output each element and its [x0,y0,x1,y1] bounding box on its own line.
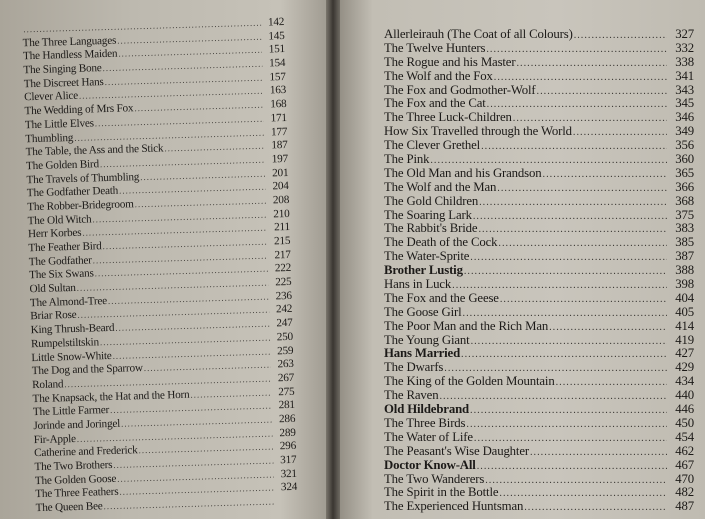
entry-title: How Six Travelled through the World [384,125,572,139]
entry-title: Clever Alice [24,90,79,104]
entry-page-number: 177 [270,125,288,138]
dot-leader [439,390,667,403]
entry-page-number: 427 [675,347,694,361]
contents-entry [384,403,694,417]
entry-title: The Dwarfs [384,361,444,375]
dot-leader [452,279,667,292]
entry-page-number: 414 [675,319,694,333]
entry-page-number: 324 [280,481,298,494]
entry-title: The Wolf and the Fox [384,69,493,83]
dot-leader [487,98,667,111]
entry-page-number: 404 [675,291,694,305]
entry-page-number: 434 [675,375,694,389]
contents-entry [384,42,694,56]
dot-leader [530,446,667,459]
entry-title: Catherine and Frederick [33,444,138,460]
entry-title: The Three Feathers [35,486,119,501]
dot-leader [497,182,667,195]
entry-page-number: 187 [271,139,288,152]
contents-entry [384,181,694,195]
entry-title: The King of the Golden Mountain [384,375,555,389]
entry-page-number: 482 [675,486,694,500]
entry-title: Fir-Apple [33,432,76,446]
entry-title: The Young Giant [384,333,470,347]
dot-leader [461,348,667,361]
entry-page-number: 225 [275,275,292,289]
entry-title: The Three Luck-Children [384,111,512,125]
entry-page-number: 450 [675,416,694,430]
entry-page-number: 154 [268,57,286,70]
entry-page-number: 454 [675,430,694,444]
entry-page-number: 387 [675,250,694,264]
entry-title: The Wolf and the Man [384,180,497,194]
entry-title: The Almond-Tree [29,294,108,309]
contents-entry [384,236,694,250]
entry-title: The Rogue and his Master [384,55,516,69]
entry-page-number: 388 [675,264,694,278]
entry-title: Doctor Know-All [384,458,476,472]
contents-entry [384,97,694,111]
contents-entry [384,84,694,98]
entry-page-number: 296 [279,440,297,453]
contents-entry [384,264,694,278]
contents-entry [384,153,694,167]
entry-title: The Water of Life [384,430,473,444]
entry-title: Herr Korbes [27,227,82,241]
entry-page-number: 157 [269,70,286,84]
dot-leader [494,71,667,84]
entry-title: The Experienced Huntsman [384,500,524,514]
entry-title: The Little Elves [24,117,94,132]
contents-entry [384,28,694,42]
dot-leader [516,57,667,70]
entry-page-number: 197 [271,152,289,166]
dot-leader [556,376,667,389]
contents-entry [384,70,694,84]
contents-entry [384,417,694,431]
entry-title: The Two Wanderers [384,472,485,486]
entry-page-number: 201 [272,166,289,179]
entry-title: Hans Married [384,347,461,361]
entry-title: Little Snow-White [31,349,112,364]
entry-title: The Queen Bee [35,500,103,515]
entry-page-number: 215 [273,234,291,248]
contents-entry [384,473,694,487]
left-contents-list [22,16,298,516]
dot-leader [444,362,667,375]
dot-leader [500,293,667,306]
entry-page-number: 204 [272,180,289,193]
contents-entry [384,347,694,361]
entry-title: The Table, the Ass and the Stick [25,142,164,159]
entry-title: The Fox and Godmother-Wolf [384,83,536,97]
entry-page-number: 267 [277,371,295,385]
dot-leader [463,307,667,320]
entry-page-number: 343 [675,83,694,97]
entry-title: Old Sultan [29,281,76,296]
dot-leader [486,43,667,56]
entry-title: Hans in Luck [384,278,452,292]
entry-title: The Old Witch [27,213,92,227]
entry-page-number: 375 [675,208,694,222]
entry-page-number: 168 [270,98,287,111]
contents-entry [384,500,694,514]
entry-title: Jorinde and Joringel [33,417,121,433]
dot-leader [474,432,667,445]
dot-leader [481,140,667,153]
entry-page-number: 317 [280,453,297,467]
entry-page-number [276,504,298,505]
entry-page-number: 383 [675,222,694,236]
contents-entry [384,431,694,445]
entry-title: The Water-Sprite [384,250,470,264]
entry-title: King Thrush-Beard [30,321,115,337]
dot-leader [543,168,667,181]
entry-page-number: 446 [675,403,694,417]
entry-title: Old Hildebrand [384,403,470,417]
entry-page-number: 142 [267,16,285,29]
dot-leader [485,474,667,487]
entry-title: The Spirit in the Bottle [384,486,499,500]
entry-title: The Feather Bird [28,240,102,255]
entry-title: The Discreet Hans [23,75,104,91]
entry-page-number: 332 [675,41,694,55]
contents-entry [384,56,694,70]
entry-title: Brother Lustig [384,264,463,278]
entry-title: The Golden Goose [34,472,117,487]
contents-entry [384,334,694,348]
entry-page-number: 346 [675,111,694,125]
entry-title: The Gold Children [384,194,479,208]
entry-page-number: 171 [270,111,288,125]
dot-leader [524,501,667,514]
entry-page-number: 222 [274,262,292,275]
entry-title: The Golden Bird [25,158,100,173]
entry-title: The Rabbit's Bride [384,222,478,236]
entry-title: The Clever Grethel [384,139,481,153]
contents-entry [384,320,694,334]
entry-title: The Death of the Cock [384,236,498,250]
entry-page-number: 211 [273,221,291,234]
entry-title: The Two Brothers [34,458,113,474]
dot-leader [573,126,667,139]
entry-title: The Six Swans [28,267,94,282]
contents-entry [384,375,694,389]
dot-leader [470,404,667,417]
dot-leader [470,251,667,264]
entry-title: The Raven [384,389,439,403]
dot-leader [473,210,667,223]
entry-title: Allerleirauh (The Coat of all Colours) [384,28,573,41]
entry-title: The Old Man and his Grandson [384,166,542,180]
entry-title: The Robber-Bridegroom [27,198,134,214]
contents-entry [384,195,694,209]
contents-entry [384,361,694,375]
entry-page-number: 440 [675,389,694,403]
entry-title: The Soaring Lark [384,208,472,222]
entry-title: The Godfather Death [26,184,119,200]
contents-entry [384,486,694,500]
dot-leader [513,112,667,125]
entry-page-number: 467 [675,458,694,472]
entry-title: Thumbling [25,131,74,145]
entry-page-number: 210 [273,207,290,220]
entry-page-number: 341 [675,69,694,83]
entry-page-number: 151 [268,43,286,56]
entry-title: The Knapsack, the Hat and the Horn [32,388,190,405]
dot-leader [537,85,667,98]
entry-title: The Pink [384,153,430,167]
entry-title: The Twelve Hunters [384,41,486,55]
entry-page-number: 259 [276,344,294,357]
contents-entry [384,139,694,153]
dot-leader [498,237,667,250]
entry-page-number: 217 [274,248,291,262]
contents-entry [384,278,694,292]
entry-title: The Dog and the Sparrow [31,362,143,378]
contents-entry [384,389,694,403]
contents-entry [384,111,694,125]
entry-title: Rumpelstiltskin [30,336,100,351]
dot-leader [477,460,667,473]
entry-page-number: 263 [277,358,294,371]
entry-page-number: 462 [675,444,694,458]
contents-entry [384,125,694,139]
contents-entry [384,306,694,320]
dot-leader [430,154,667,167]
contents-entry [384,250,694,264]
entry-title: The Singing Bone [23,62,102,77]
entry-title: The Travels of Thumbling [26,170,140,186]
entry-page-number: 365 [675,166,694,180]
entry-page-number: 419 [675,333,694,347]
entry-page-number: 250 [276,330,294,344]
entry-page-number: 356 [675,139,694,153]
dot-leader [549,321,667,334]
dot-leader [499,487,667,500]
entry-page-number: 145 [268,29,285,43]
entry-page-number: 321 [280,467,297,480]
contents-entry [384,459,694,473]
contents-entry [384,209,694,223]
entry-page-number: 236 [275,289,292,303]
entry-title: Briar Rose [30,309,77,323]
entry-page-number: 398 [675,278,694,292]
contents-entry [384,445,694,459]
entry-title: The Fox and the Cat [384,97,486,111]
entry-title: The Handless Maiden [22,48,118,63]
entry-title: The Godfather [28,254,92,268]
entry-title: The Fox and the Geese [384,291,499,305]
entry-page-number: 429 [675,361,694,375]
entry-title: The Goose Girl [384,305,462,319]
entry-title: The Three Languages [22,34,117,49]
entry-page-number: 163 [269,84,287,97]
dot-leader [471,335,667,348]
entry-page-number: 247 [276,317,293,330]
entry-page-number: 366 [675,180,694,194]
entry-title: The Peasant's Wise Daughter [384,444,529,458]
entry-page-number: 349 [675,125,694,139]
entry-title: Roland [32,378,64,392]
entry-page-number: 275 [278,385,295,398]
entry-title: The Wedding of Mrs Fox [24,102,134,118]
entry-page-number: 286 [278,412,296,426]
entry-page-number: 368 [675,194,694,208]
contents-entry [384,222,694,236]
entry-title: The Little Farmer [32,404,110,419]
dot-leader [478,223,667,236]
entry-page-number: 281 [278,399,296,412]
entry-title: The Three Birds [384,416,466,430]
entry-page-number: 242 [275,303,293,316]
entry-title: The Poor Man and the Rich Man [384,319,549,333]
dot-leader [574,29,667,42]
entry-page-number: 405 [675,305,694,319]
dot-leader [464,265,667,278]
entry-page-number: 487 [675,500,694,514]
entry-page-number: 338 [675,55,694,69]
entry-page-number: 470 [675,472,694,486]
entry-page-number: 360 [675,153,694,167]
entry-page-number: 345 [675,97,694,111]
entry-page-number: 289 [279,426,296,439]
entry-page-number: 208 [272,193,290,207]
entry-page-number: 385 [675,236,694,250]
book-gutter [326,0,340,519]
contents-entry [384,292,694,306]
entry-page-number: 327 [675,28,694,41]
contents-entry [384,167,694,181]
dot-leader [479,196,667,209]
dot-leader [466,418,667,431]
right-contents-list [384,28,694,514]
